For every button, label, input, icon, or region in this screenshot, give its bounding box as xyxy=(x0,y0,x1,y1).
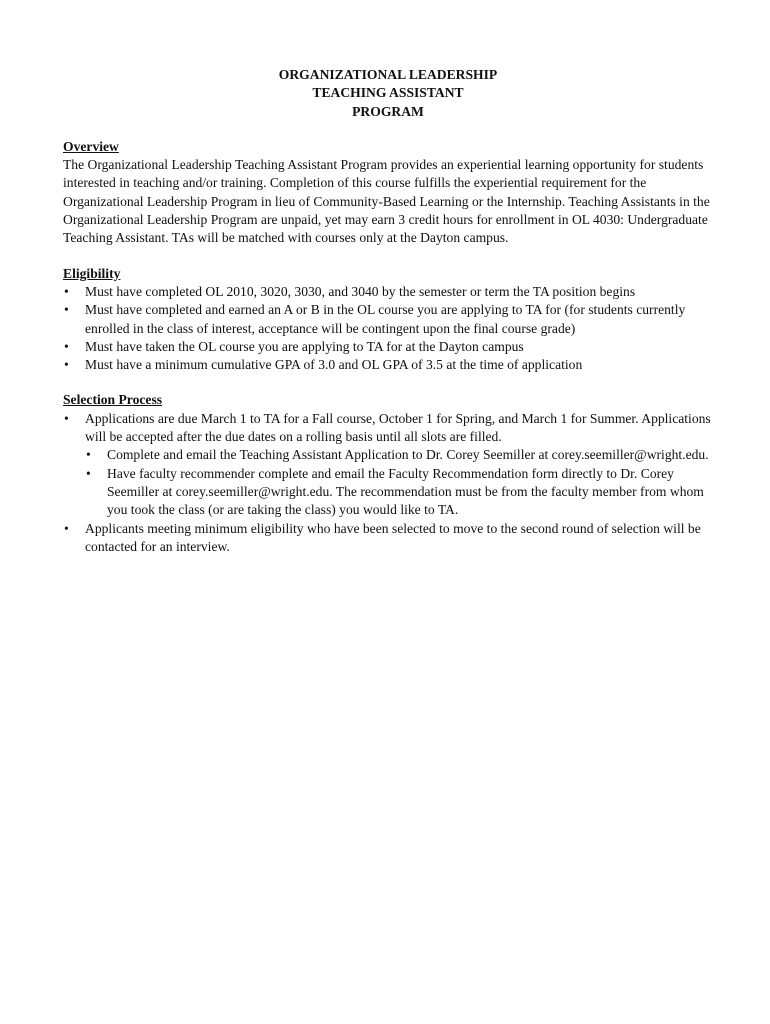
selection-heading: Selection Process xyxy=(63,392,163,408)
selection-section xyxy=(63,391,713,556)
selection-sub-item: • Complete and email the Teaching Assistant Application to Dr. Corey Seemiller at corey.seemiller@wright.edu. xyxy=(85,446,713,464)
eligibility-list xyxy=(63,283,713,374)
title-line-1: ORGANIZATIONAL LEADERSHIP xyxy=(278,67,498,82)
eligibility-item: • Must have taken the OL course you are applying to TA for at the Dayton campus xyxy=(63,338,713,356)
eligibility-item: • Must have a minimum cumulative GPA of 3.0 and OL GPA of 3.5 at the time of application xyxy=(63,356,713,374)
title-line-3: PROGRAM xyxy=(352,103,424,119)
selection-list xyxy=(63,410,713,556)
selection-sub-list xyxy=(85,446,713,519)
eligibility-item: • Must have completed and earned an A or B in the OL course you are applying to TA for (for students currently enrolled in the class of interest, acceptance will be contingent upon the final course grade) xyxy=(63,301,713,338)
selection-item-text: • Applications are due March 1 to TA for a Fall course, October 1 for Spring, and March 1 for Summer. Applications will be accepted after the due dates on a rolling basis until all slots are filled. xyxy=(85,410,711,445)
overview-heading: Overview xyxy=(63,138,119,154)
selection-sub-item: • Have faculty recommender complete and email the Faculty Recommendation form directly to Dr. Corey Seemiller at corey.seemiller@wright.edu. The recommendation must be from the faculty member from whom you took the class (or are taking the class) you would like to TA. xyxy=(85,465,713,520)
selection-item: • Applicants meeting minimum eligibility who have been selected to move to the second round of selection will be contacted for an interview. xyxy=(63,520,713,557)
document-page xyxy=(63,66,713,573)
eligibility-section xyxy=(63,265,713,375)
eligibility-item: • Must have completed OL 2010, 3020, 3030, and 3040 by the semester or term the TA position begins xyxy=(63,283,713,301)
selection-item xyxy=(63,410,713,520)
overview-text: The Organizational Leadership Teaching Assistant Program provides an experiential learning opportunity for students interested in teaching and/or training. Completion of this course fulfills the experiential requirement for the Organizational Leadership Program in lieu of Community-Based Learning or the Internship. Teaching Assistants in the Organizational Leadership Program are unpaid, yet may earn 3 credit hours for enrollment in OL 4030: Undergraduate Teaching Assistant. TAs will be matched with courses only at the Dayton campus. xyxy=(63,157,710,246)
eligibility-heading: Eligibility xyxy=(63,265,121,281)
document-title xyxy=(63,66,713,121)
overview-section xyxy=(63,138,713,248)
title-line-2: TEACHING ASSISTANT xyxy=(312,85,464,101)
